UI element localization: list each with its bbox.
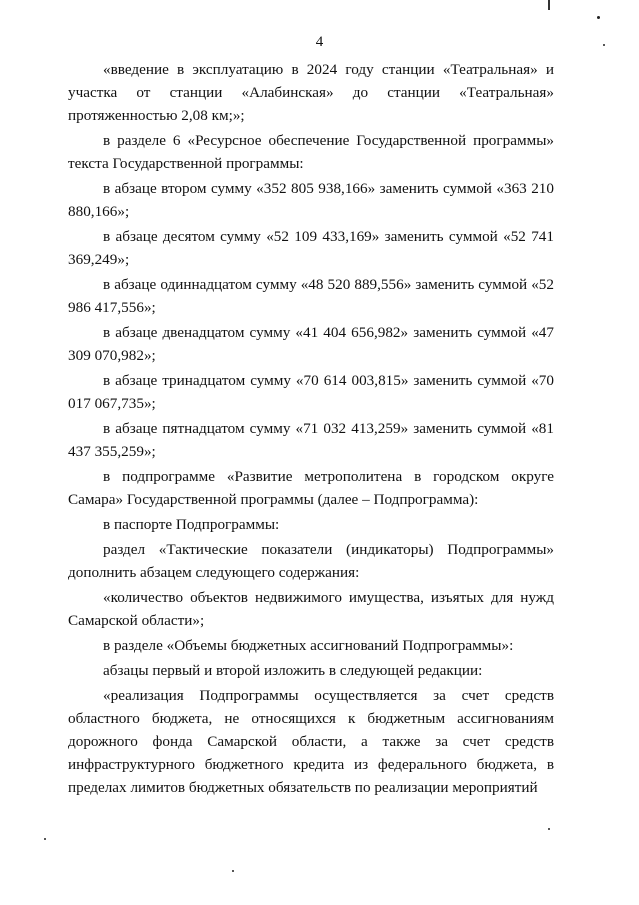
paragraph: в подпрограмме «Развитие метрополитена в городском округе Самара» Государственной программы (далее – Подпрограмма):	[68, 468, 554, 508]
scan-speck	[232, 870, 234, 872]
scan-speck	[597, 16, 600, 19]
paragraph: в разделе «Объемы бюджетных ассигнований Подпрограммы»:	[103, 637, 514, 654]
paragraph: «реализация Подпрограммы осуществляется за счет средств областного бюджета, не относящихся к бюджетным ассигнованиям дорожного фонда Самарской области, а также за счет средств инфраструктурного бюджетного кредита из федерального бюджета, в пределах лимитов бюджетных обязательств по реализации мероприятий	[68, 687, 554, 796]
paragraph: в паспорте Подпрограммы:	[103, 516, 280, 533]
paragraph: «количество объектов недвижимого имущества, изъятых для нужд Самарской области»;	[68, 589, 554, 629]
document-body	[68, 58, 554, 801]
paragraph: в абзаце одиннадцатом сумму «48 520 889,556» заменить суммой «52 986 417,556»;	[68, 276, 554, 316]
scan-speck	[44, 838, 46, 840]
paragraph: «введение в эксплуатацию в 2024 году станции «Театральная» и участка от станции «Алабинская» до станции «Театральная» протяженностью 2,08 км;»;	[68, 61, 554, 124]
paragraph: в абзаце двенадцатом сумму «41 404 656,982» заменить суммой «47 309 070,982»;	[68, 324, 554, 364]
page-number: 4	[315, 34, 324, 50]
paragraph: в разделе 6 «Ресурсное обеспечение Государственной программы» текста Государственной программы:	[68, 132, 554, 172]
paragraph: в абзаце десятом сумму «52 109 433,169» заменить суммой «52 741 369,249»;	[68, 228, 554, 268]
paragraph: в абзаце пятнадцатом сумму «71 032 413,259» заменить суммой «81 437 355,259»;	[68, 420, 554, 460]
scan-speck	[548, 828, 550, 830]
paragraph: в абзаце втором сумму «352 805 938,166» заменить суммой «363 210 880,166»;	[68, 180, 554, 220]
paragraph: раздел «Тактические показатели (индикаторы) Подпрограммы» дополнить абзацем следующего содержания:	[68, 541, 554, 581]
scan-edge-line	[548, 0, 550, 10]
paragraph: абзацы первый и второй изложить в следующей редакции:	[103, 662, 483, 679]
paragraph: в абзаце тринадцатом сумму «70 614 003,815» заменить суммой «70 017 067,735»;	[68, 372, 554, 412]
